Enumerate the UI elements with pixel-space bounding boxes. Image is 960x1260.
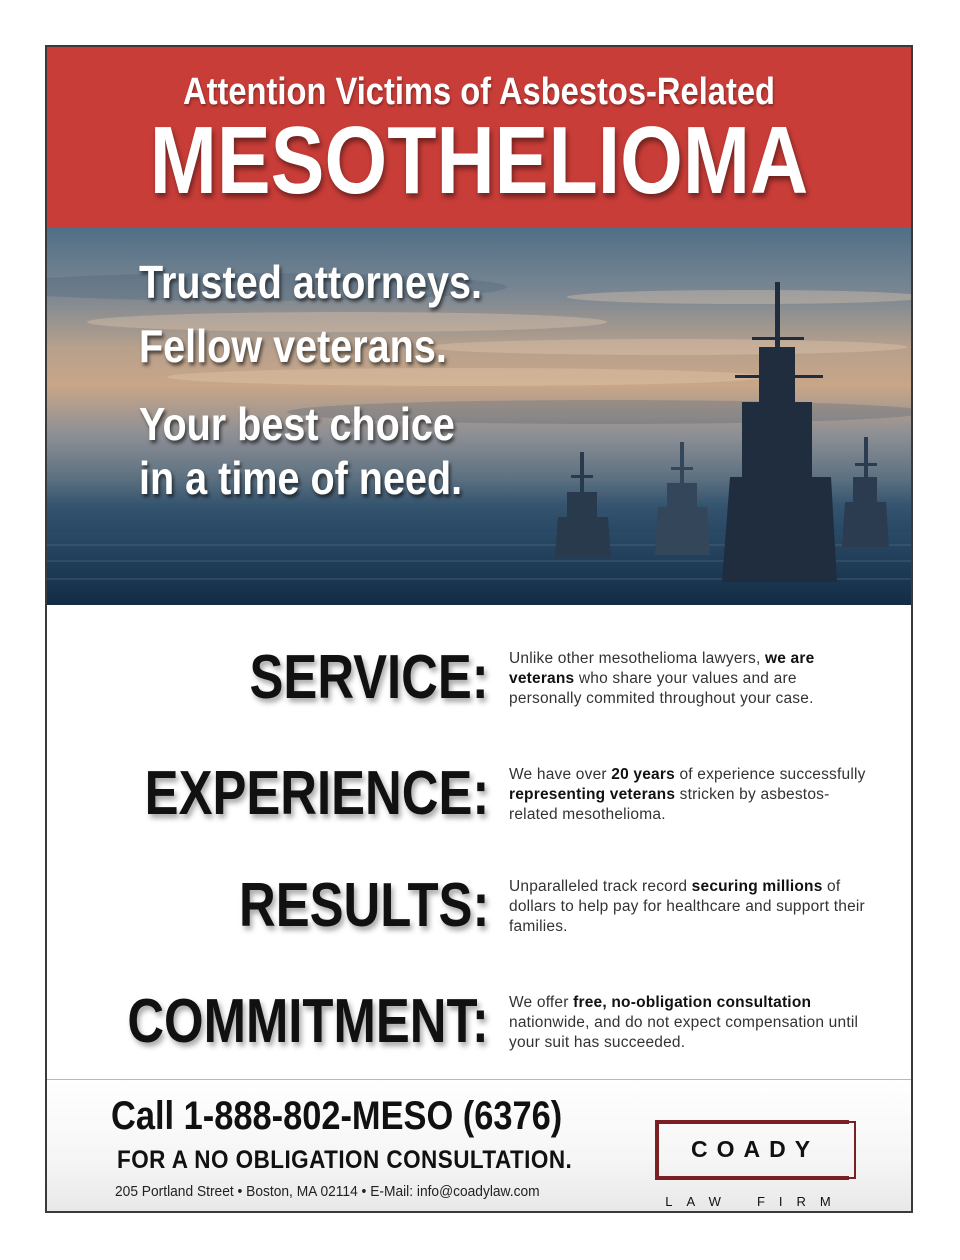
hero-line-2: Fellow veterans. (139, 320, 447, 372)
value-label: COMMITMENT: (127, 987, 489, 1056)
value-label: SERVICE: (249, 643, 489, 712)
footer (47, 1079, 911, 1213)
logo-name: COADY (690, 1136, 820, 1162)
header-subtitle: Attention Victims of Asbestos-Related (183, 71, 775, 113)
value-description: Unlike other mesothelioma lawyers, we are veterans who share your values and are personally commited throughout your case. (509, 650, 815, 707)
advertisement (45, 45, 913, 1213)
header-banner (47, 47, 911, 227)
address-line: 205 Portland Street • Boston, MA 02114 • E-Mail: info@coadylaw.com (115, 1184, 540, 1200)
value-label: EXPERIENCE: (144, 759, 489, 828)
value-label: RESULTS: (238, 871, 489, 940)
ship-icon (555, 452, 611, 557)
hero-line-3: Your best choice (139, 398, 455, 450)
value-row-service (47, 643, 911, 759)
phone-number[interactable]: Call 1-888-802-MESO (6376) (111, 1094, 563, 1138)
value-description: We have over 20 years of experience successfully representing veterans stricken by asbestos-related mesothelioma. (509, 766, 866, 823)
hero-image (47, 227, 911, 605)
hero-line-4: in a time of need. (139, 452, 463, 504)
value-description: We offer free, no-obligation consultation nationwide, and do not expect compensation until your suit has succeeded. (509, 994, 859, 1051)
ship-icon (842, 437, 889, 547)
ship-icon (655, 442, 710, 555)
value-row-results (47, 871, 911, 987)
ship-icon (722, 282, 837, 582)
header-title: MESOTHELIOMA (149, 107, 809, 214)
logo-subtitle: LAW FIRM (665, 1194, 845, 1209)
value-description: Unparalleled track record securing millions of dollars to help pay for healthcare and support their families. (509, 878, 865, 935)
value-row-experience (47, 759, 911, 875)
consultation-text: FOR A NO OBLIGATION CONSULTATION. (117, 1146, 573, 1174)
hero-line-1: Trusted attorneys. (139, 256, 482, 308)
